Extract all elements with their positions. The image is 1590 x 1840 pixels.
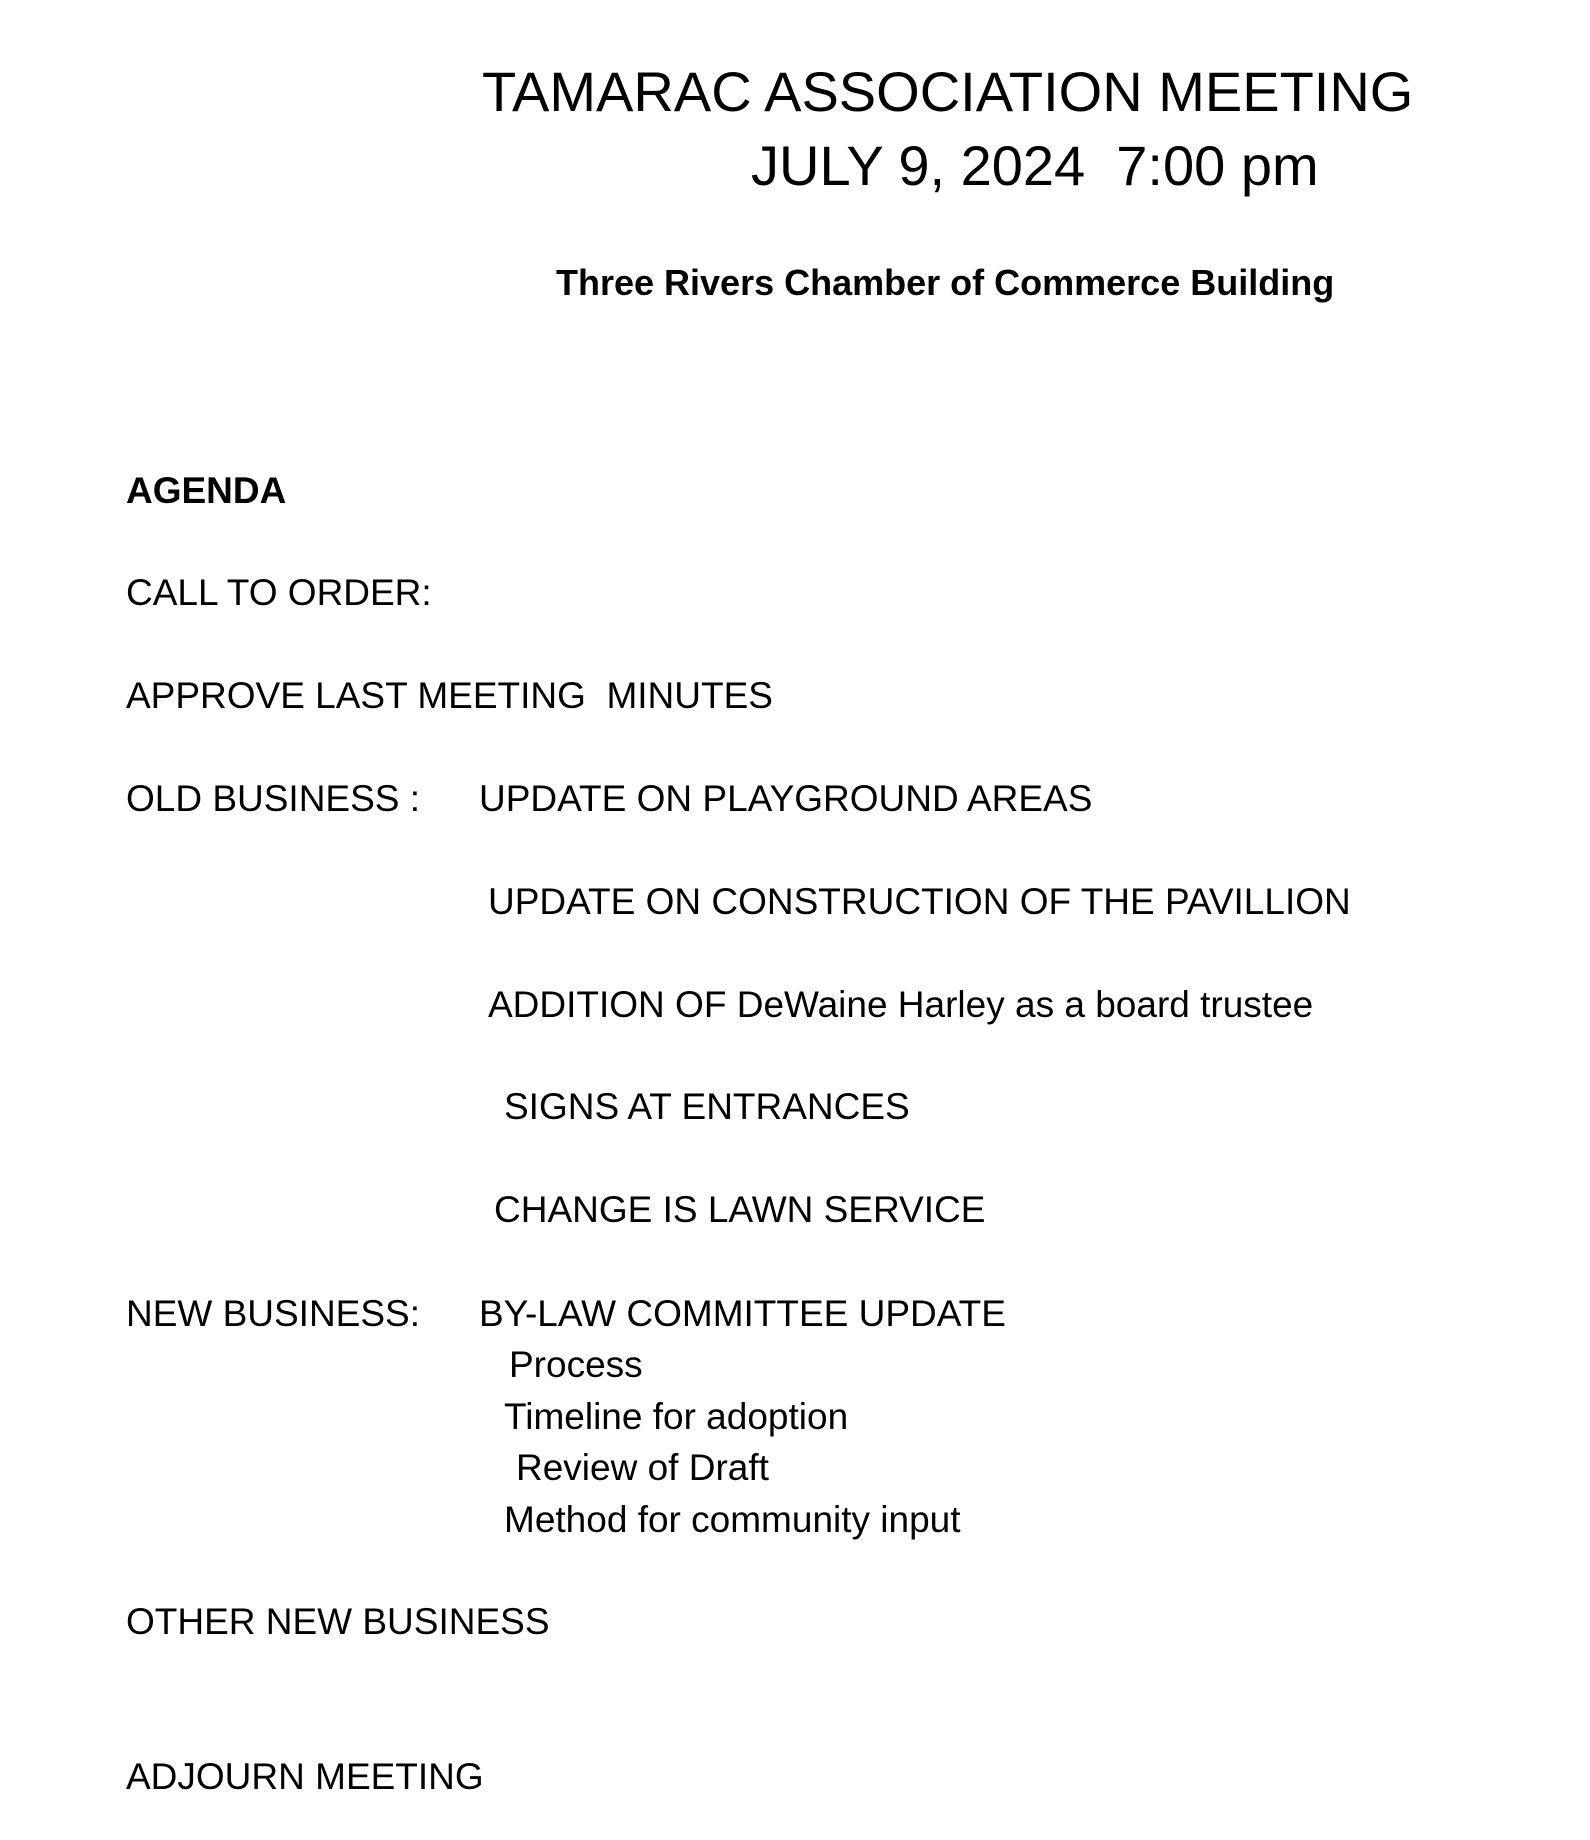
old-business-item: SIGNS AT ENTRANCES <box>504 1086 910 1127</box>
new-business-subitem: Method for community input <box>504 1499 961 1540</box>
agenda-adjourn: ADJOURN MEETING <box>126 1756 484 1797</box>
old-business-item: UPDATE ON PLAYGROUND AREAS <box>479 778 1093 819</box>
new-business-label: NEW BUSINESS: <box>126 1293 420 1334</box>
meeting-venue: Three Rivers Chamber of Commerce Building <box>556 262 1335 303</box>
old-business-item: CHANGE IS LAWN SERVICE <box>494 1189 986 1230</box>
agenda-heading: AGENDA <box>126 470 287 511</box>
agenda-approve-minutes: APPROVE LAST MEETING MINUTES <box>126 675 773 716</box>
old-business-item: ADDITION OF DeWaine Harley as a board trustee <box>488 984 1314 1025</box>
agenda-other-new-business: OTHER NEW BUSINESS <box>126 1601 550 1642</box>
old-business-item: UPDATE ON CONSTRUCTION OF THE PAVILLION <box>488 881 1351 922</box>
new-business-subitem: Process <box>509 1344 643 1385</box>
new-business-subitem: Review of Draft <box>516 1447 769 1488</box>
meeting-datetime: JULY 9, 2024 7:00 pm <box>751 134 1319 197</box>
new-business-subitem: Timeline for adoption <box>504 1396 849 1437</box>
new-business-item: BY-LAW COMMITTEE UPDATE <box>479 1293 1006 1334</box>
meeting-title: TAMARAC ASSOCIATION MEETING <box>482 60 1414 123</box>
agenda-call-to-order: CALL TO ORDER: <box>126 572 432 613</box>
old-business-label: OLD BUSINESS : <box>126 778 421 819</box>
